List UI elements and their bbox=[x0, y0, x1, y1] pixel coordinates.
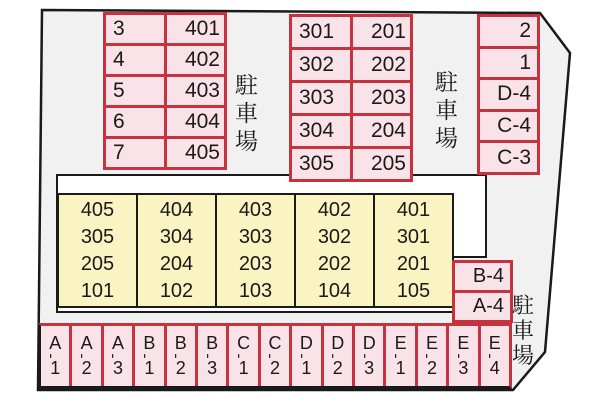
parking-spot-cell: 302 bbox=[292, 50, 350, 80]
parking-spot-cell: 402 bbox=[167, 46, 225, 74]
parking-spot-cell: 1 bbox=[480, 49, 537, 78]
parking-spot-cell: 304 bbox=[292, 116, 350, 146]
parking-spot-cell bbox=[198, 326, 226, 386]
spot-label: B - 1 bbox=[136, 333, 156, 378]
parking-area-label: 駐 車 場 bbox=[512, 293, 535, 368]
unit-number: 202 bbox=[317, 252, 352, 275]
parking-spot-cell: C-3 bbox=[480, 143, 537, 172]
unit-number: 101 bbox=[80, 279, 115, 302]
unit-number: 201 bbox=[396, 252, 431, 275]
unit-number: 304 bbox=[159, 225, 194, 248]
parking-spot-cell: 401 bbox=[167, 15, 225, 43]
parking-group-bottom bbox=[38, 323, 512, 389]
parking-spot-cell: 6 bbox=[106, 108, 164, 136]
spot-label: B - 3 bbox=[199, 333, 219, 378]
parking-group-side bbox=[452, 260, 513, 323]
parking-spot-cell bbox=[229, 326, 257, 386]
unit-number: 405 bbox=[80, 198, 115, 221]
spot-label: A - 1 bbox=[42, 333, 62, 378]
parking-area-label: 駐 車 場 bbox=[235, 72, 258, 154]
parking-spot-cell: 7 bbox=[106, 139, 164, 167]
parking-spot-cell: 205 bbox=[353, 149, 411, 179]
unit-number: 205 bbox=[80, 252, 115, 275]
unit-number: 104 bbox=[317, 279, 352, 302]
parking-spot-cell bbox=[104, 326, 132, 386]
spot-label: C - 2 bbox=[261, 333, 282, 378]
parking-group-right bbox=[477, 14, 540, 175]
parking-spot-cell: 301 bbox=[292, 17, 350, 47]
spot-label: E - 2 bbox=[418, 333, 438, 378]
parking-spot-cell: 404 bbox=[167, 108, 225, 136]
parking-spot-cell bbox=[261, 326, 289, 386]
parking-group-left bbox=[103, 12, 227, 170]
parking-spot-cell: 403 bbox=[167, 77, 225, 105]
parking-group-middle bbox=[289, 14, 413, 182]
parking-spot-cell bbox=[135, 326, 163, 386]
parking-spot-cell: B-4 bbox=[455, 263, 510, 290]
parking-area-label: 駐 車 場 bbox=[435, 69, 458, 151]
spot-label: A - 2 bbox=[73, 333, 93, 378]
unit-number: 103 bbox=[238, 279, 273, 302]
spot-label: E - 4 bbox=[481, 333, 501, 378]
unit-number: 403 bbox=[238, 198, 273, 221]
parking-spot-cell: 201 bbox=[353, 17, 411, 47]
unit-number: 301 bbox=[396, 225, 431, 248]
parking-spot-cell: 305 bbox=[292, 149, 350, 179]
parking-spot-cell: 4 bbox=[106, 46, 164, 74]
unit-number: 404 bbox=[159, 198, 194, 221]
unit-number: 102 bbox=[159, 279, 194, 302]
unit-number: 402 bbox=[317, 198, 352, 221]
spot-label: E - 1 bbox=[387, 333, 407, 378]
unit-number: 105 bbox=[396, 279, 431, 302]
building-units bbox=[57, 193, 454, 308]
unit-number: 401 bbox=[396, 198, 431, 221]
parking-spot-cell: 203 bbox=[353, 83, 411, 113]
parking-spot-cell bbox=[167, 326, 195, 386]
parking-spot-cell: 3 bbox=[106, 15, 164, 43]
parking-spot-cell bbox=[449, 326, 477, 386]
building-unit-column bbox=[296, 195, 373, 306]
parking-spot-cell bbox=[41, 326, 69, 386]
spot-label: D - 3 bbox=[356, 333, 376, 378]
parking-spot-cell: 204 bbox=[353, 116, 411, 146]
spot-label: C - 1 bbox=[230, 333, 251, 378]
parking-spot-cell bbox=[292, 326, 320, 386]
spot-label: A - 3 bbox=[104, 333, 124, 378]
building-unit-column bbox=[59, 195, 136, 306]
parking-spot-cell bbox=[72, 326, 100, 386]
building-unit-column bbox=[138, 195, 215, 306]
unit-number: 305 bbox=[80, 225, 115, 248]
parking-spot-cell: 5 bbox=[106, 77, 164, 105]
spot-label: E - 3 bbox=[450, 333, 470, 378]
parking-spot-cell: 202 bbox=[353, 50, 411, 80]
spot-label: D - 1 bbox=[293, 333, 313, 378]
parking-spot-cell bbox=[481, 326, 509, 386]
parking-spot-cell: A-4 bbox=[455, 293, 510, 320]
unit-number: 204 bbox=[159, 252, 194, 275]
building-unit-column bbox=[375, 195, 452, 306]
unit-number: 303 bbox=[238, 225, 273, 248]
parking-spot-cell bbox=[386, 326, 414, 386]
building-unit-column bbox=[217, 195, 294, 306]
parking-spot-cell: C-4 bbox=[480, 112, 537, 141]
unit-number: 203 bbox=[238, 252, 273, 275]
parking-spot-cell: 303 bbox=[292, 83, 350, 113]
parking-spot-cell bbox=[418, 326, 446, 386]
unit-number: 302 bbox=[317, 225, 352, 248]
parking-spot-cell: 2 bbox=[480, 17, 537, 46]
parking-spot-cell bbox=[324, 326, 352, 386]
parking-spot-cell: D-4 bbox=[480, 80, 537, 109]
parking-spot-cell bbox=[355, 326, 383, 386]
spot-label: D - 2 bbox=[324, 333, 345, 378]
spot-label: B - 2 bbox=[167, 333, 187, 378]
parking-spot-cell: 405 bbox=[167, 139, 225, 167]
